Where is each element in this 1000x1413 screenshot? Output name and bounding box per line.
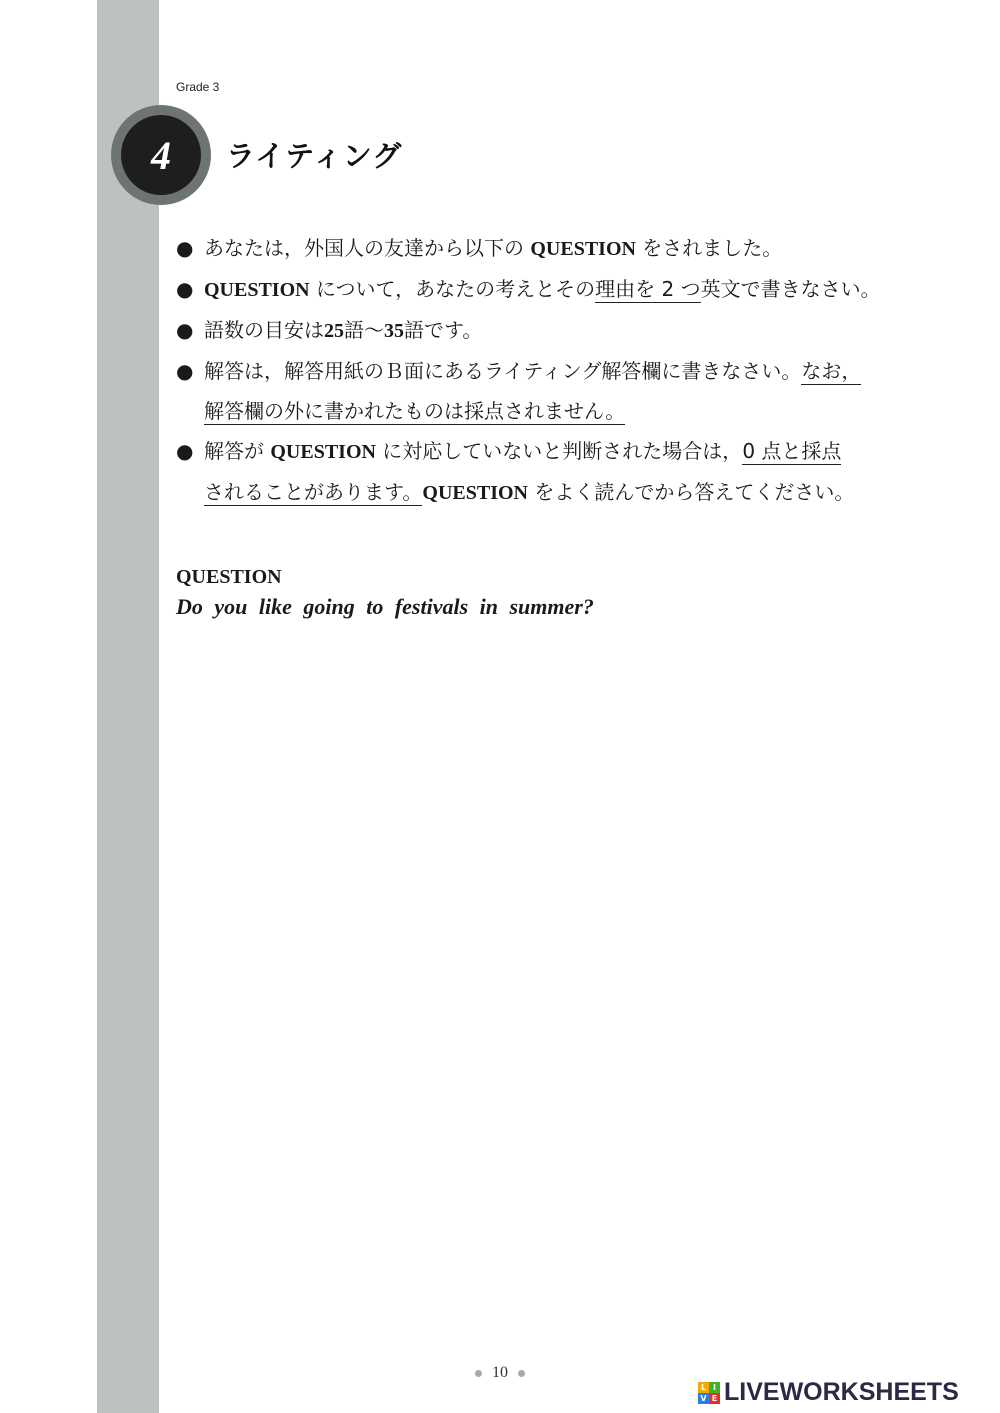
question-keyword: QUESTION: [204, 279, 310, 301]
section-number-badge: [111, 105, 211, 205]
instruction-item: [176, 431, 906, 513]
brand-text: LIVEWORKSHEETS: [724, 1378, 959, 1406]
instruction-text: をされました。: [635, 236, 783, 260]
instruction-text: 語数の目安は: [204, 318, 324, 342]
underlined-text: されることがあります。: [204, 480, 423, 504]
bullet-icon: ●: [176, 359, 194, 383]
instruction-text: について，あなたの考えとその: [309, 277, 596, 301]
page-dot-icon: [518, 1370, 525, 1377]
bullet-icon: ●: [176, 236, 194, 260]
instruction-item: [176, 310, 906, 351]
grade-label: Grade 3: [176, 80, 220, 94]
underlined-text: 理由を 2 つ: [595, 277, 701, 301]
underlined-text: なお，: [801, 359, 862, 383]
liveworksheets-icon: L I V E: [698, 1382, 720, 1404]
instruction-text: 英文で書きなさい。: [700, 277, 881, 301]
instructions-list: [176, 228, 906, 513]
instruction-text: に対応していないと判断された場合は，: [375, 439, 743, 463]
section-title: ライティング: [226, 139, 403, 173]
word-count-min: 25: [324, 320, 344, 342]
instruction-text: 語です。: [404, 318, 483, 342]
question-keyword: QUESTION: [270, 441, 376, 463]
instruction-item: [176, 228, 906, 269]
bullet-icon: ●: [176, 277, 194, 301]
word-count-max: 35: [384, 320, 404, 342]
instruction-text: 語～: [344, 318, 384, 342]
instruction-text: あなたは，外国人の友達から以下の: [204, 236, 531, 260]
instruction-text: 解答が: [204, 439, 271, 463]
instruction-item: [176, 269, 906, 310]
page-number-text: 10: [492, 1364, 508, 1381]
bullet-icon: ●: [176, 318, 194, 342]
question-keyword: QUESTION: [422, 482, 528, 504]
instruction-item: [176, 351, 906, 431]
question-text: Do you like going to festivals in summer?: [176, 594, 594, 619]
section-number: 4: [121, 115, 201, 195]
liveworksheets-logo: [698, 1378, 959, 1407]
instruction-text: 解答は，解答用紙のＢ面にあるライティング解答欄に書きなさい。: [204, 359, 802, 383]
underlined-text: 解答欄の外に書かれたものは採点されません。: [204, 399, 626, 423]
side-bar: [97, 0, 159, 1413]
instruction-text: をよく読んでから答えてください。: [528, 480, 855, 504]
page-dot-icon: [475, 1370, 482, 1377]
underlined-text: 0 点と採点: [742, 439, 842, 463]
question-label: QUESTION: [176, 566, 282, 588]
bullet-icon: ●: [176, 439, 194, 463]
question-keyword: QUESTION: [530, 238, 636, 260]
